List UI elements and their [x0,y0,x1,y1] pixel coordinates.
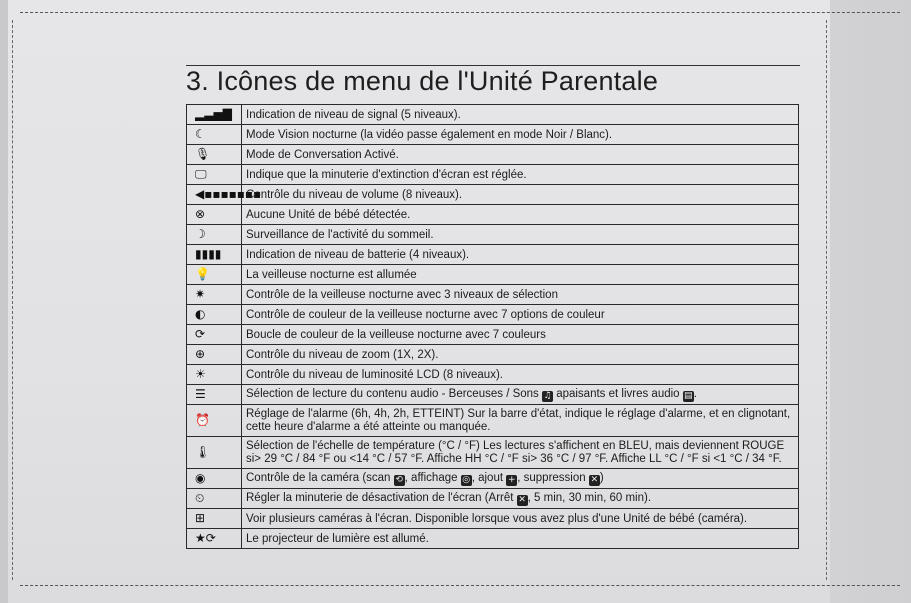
description-cell: Contrôle du niveau de zoom (1X, 2X). [242,345,799,365]
icon-cell [187,385,242,405]
description-cell: Indication de niveau de signal (5 niveaux). [242,105,799,125]
description-text: Contrôle de la caméra (scan [246,472,394,484]
description-text: ) [599,472,604,484]
description-cell: La veilleuse nocturne est allumée [242,265,799,285]
table-row [187,305,799,325]
icon-cell [187,529,242,549]
inline-icon: + [507,475,516,485]
inline-icon: ✕ [590,475,599,485]
table-row [187,265,799,285]
description-text: Régler la minuterie de désactivation de l'écran (Arrêt [246,492,517,504]
no-baby-unit-icon: ⊗ [195,207,206,221]
description-cell: Réglage de l'alarme (6h, 4h, 2h, ETTEINT) Sur la barre d'état, indique le réglage d'alarme, et en clignotant, cette heure d'alarme a été atteinte ou manquée. [242,405,799,437]
table-row [187,145,799,165]
table-row [187,165,799,185]
monitor-timer-icon: 🖵 [195,167,207,181]
table-row [187,185,799,205]
inline-icon: ⟲ [395,475,403,485]
page-title: 3. Icônes de menu de l'Unité Parentale [186,66,659,96]
description-cell: Contrôle du niveau de luminosité LCD (8 niveaux). [242,365,799,385]
table-row [187,105,799,125]
description-cell: Voir plusieurs caméras à l'écran. Disponible lorsque vous avez plus d'une Unité de bébé (caméra). [242,509,799,529]
table-row [187,285,799,305]
icon-cell [187,165,242,185]
volume-icon: ◀▪▪▪▪▪▪▪ [195,187,262,201]
camera-icon: ◉ [195,471,206,485]
table-row [187,365,799,385]
icon-cell [187,225,242,245]
thermometer-icon: 🌡 [195,445,211,459]
table-row [187,489,799,509]
nightlight-icon: 💡 [195,267,210,281]
moon-icon: ☾ [195,127,206,141]
description-cell: Mode Vision nocturne (la vidéo passe également en mode Noir / Blanc). [242,125,799,145]
icon-cell [187,345,242,365]
description-cell [242,385,799,405]
icon-cell [187,245,242,265]
description-cell: Boucle de couleur de la veilleuse nocturne avec 7 couleurs [242,325,799,345]
multi-camera-icon: ⊞ [195,511,206,525]
description-cell [242,489,799,509]
icon-cell [187,145,242,165]
table-row [187,225,799,245]
description-cell: Indication de niveau de batterie (4 niveaux). [242,245,799,265]
icon-cell [187,365,242,385]
projector-icon: ★⟳ [195,531,216,545]
brightness-icon: ☀ [195,367,206,381]
table-row [187,509,799,529]
icon-cell [187,405,242,437]
table-row [187,345,799,365]
paper-next-page [830,0,911,603]
description-text: , 5 min, 30 min, 60 min). [527,492,652,504]
icon-cell [187,305,242,325]
battery-icon: ▮▮▮▮ [195,247,222,261]
icon-cell [187,285,242,305]
description-cell: Sélection de l'échelle de température (°C / °F) Les lectures s'affichent en BLEU, mais deviennent ROUGE si> 29 °C / 84 °F ou <14 °C / 57 °F. Affiche HH °C / °F si> 36 °C / 97 °F. Affiche LL °C / °F si <1 °C / 34 °F. [242,437,799,469]
table-row [187,325,799,345]
description-text: apaisants et livres audio [553,388,683,400]
icon-cell [187,469,242,489]
description-cell: Contrôle de la veilleuse nocturne avec 3 niveaux de sélection [242,285,799,305]
table-row [187,245,799,265]
color-loop-icon: ⟳ [195,327,206,341]
table-row [187,469,799,489]
icon-cell [187,105,242,125]
signal-icon: ▂▃▅▇ [195,107,232,121]
screen-timer-icon: ⏲ [195,491,205,505]
icon-cell [187,125,242,145]
microphone-icon: 🎙 [195,147,211,161]
description-text: , ajout [471,472,507,484]
table-row [187,385,799,405]
description-text: , affichage [404,472,461,484]
inline-icon: ◎ [462,475,471,485]
dashed-border-left [12,20,13,580]
zoom-icon: ⊕ [195,347,206,361]
sleep-monitor-icon: ☽ [195,227,206,241]
dashed-border-right [826,20,827,580]
inline-icon: ♫ [543,391,552,401]
description-cell: Contrôle de couleur de la veilleuse nocturne avec 7 options de couleur [242,305,799,325]
nightlight-control-icon: ✷ [195,287,206,301]
table-row [187,125,799,145]
icon-cell [187,437,242,469]
color-drop-icon: ◐ [195,307,206,321]
description-cell [242,469,799,489]
inline-icon: ✕ [518,495,526,505]
description-cell: Mode de Conversation Activé. [242,145,799,165]
description-text: , suppression [517,472,589,484]
icon-cell [187,489,242,509]
description-cell: Indique que la minuterie d'extinction d'écran est réglée. [242,165,799,185]
table-row [187,529,799,549]
icon-cell [187,185,262,205]
inline-icon: ▤ [684,391,693,401]
dashed-border-top [20,12,900,13]
description-text: Sélection de lecture du contenu audio - Berceuses / Sons [246,388,542,400]
description-cell: Le projecteur de lumière est allumé. [242,529,799,549]
table-row [187,437,799,469]
icon-cell [187,509,242,529]
description-cell: Surveillance de l'activité du sommeil. [242,225,799,245]
dashed-border-bottom [20,585,900,586]
table-row [187,205,799,225]
table-row [187,405,799,437]
icon-cell [187,325,242,345]
alarm-clock-icon: ⏰ [195,413,210,427]
description-cell: Contrôle du niveau de volume (8 niveaux). [242,185,799,205]
icon-cell [187,265,242,285]
description-cell: Aucune Unité de bébé détectée. [242,205,799,225]
menu-icons-table [186,104,799,549]
description-text: . [693,388,697,400]
audio-playlist-icon: ☰ [195,387,206,401]
icon-cell [187,205,242,225]
